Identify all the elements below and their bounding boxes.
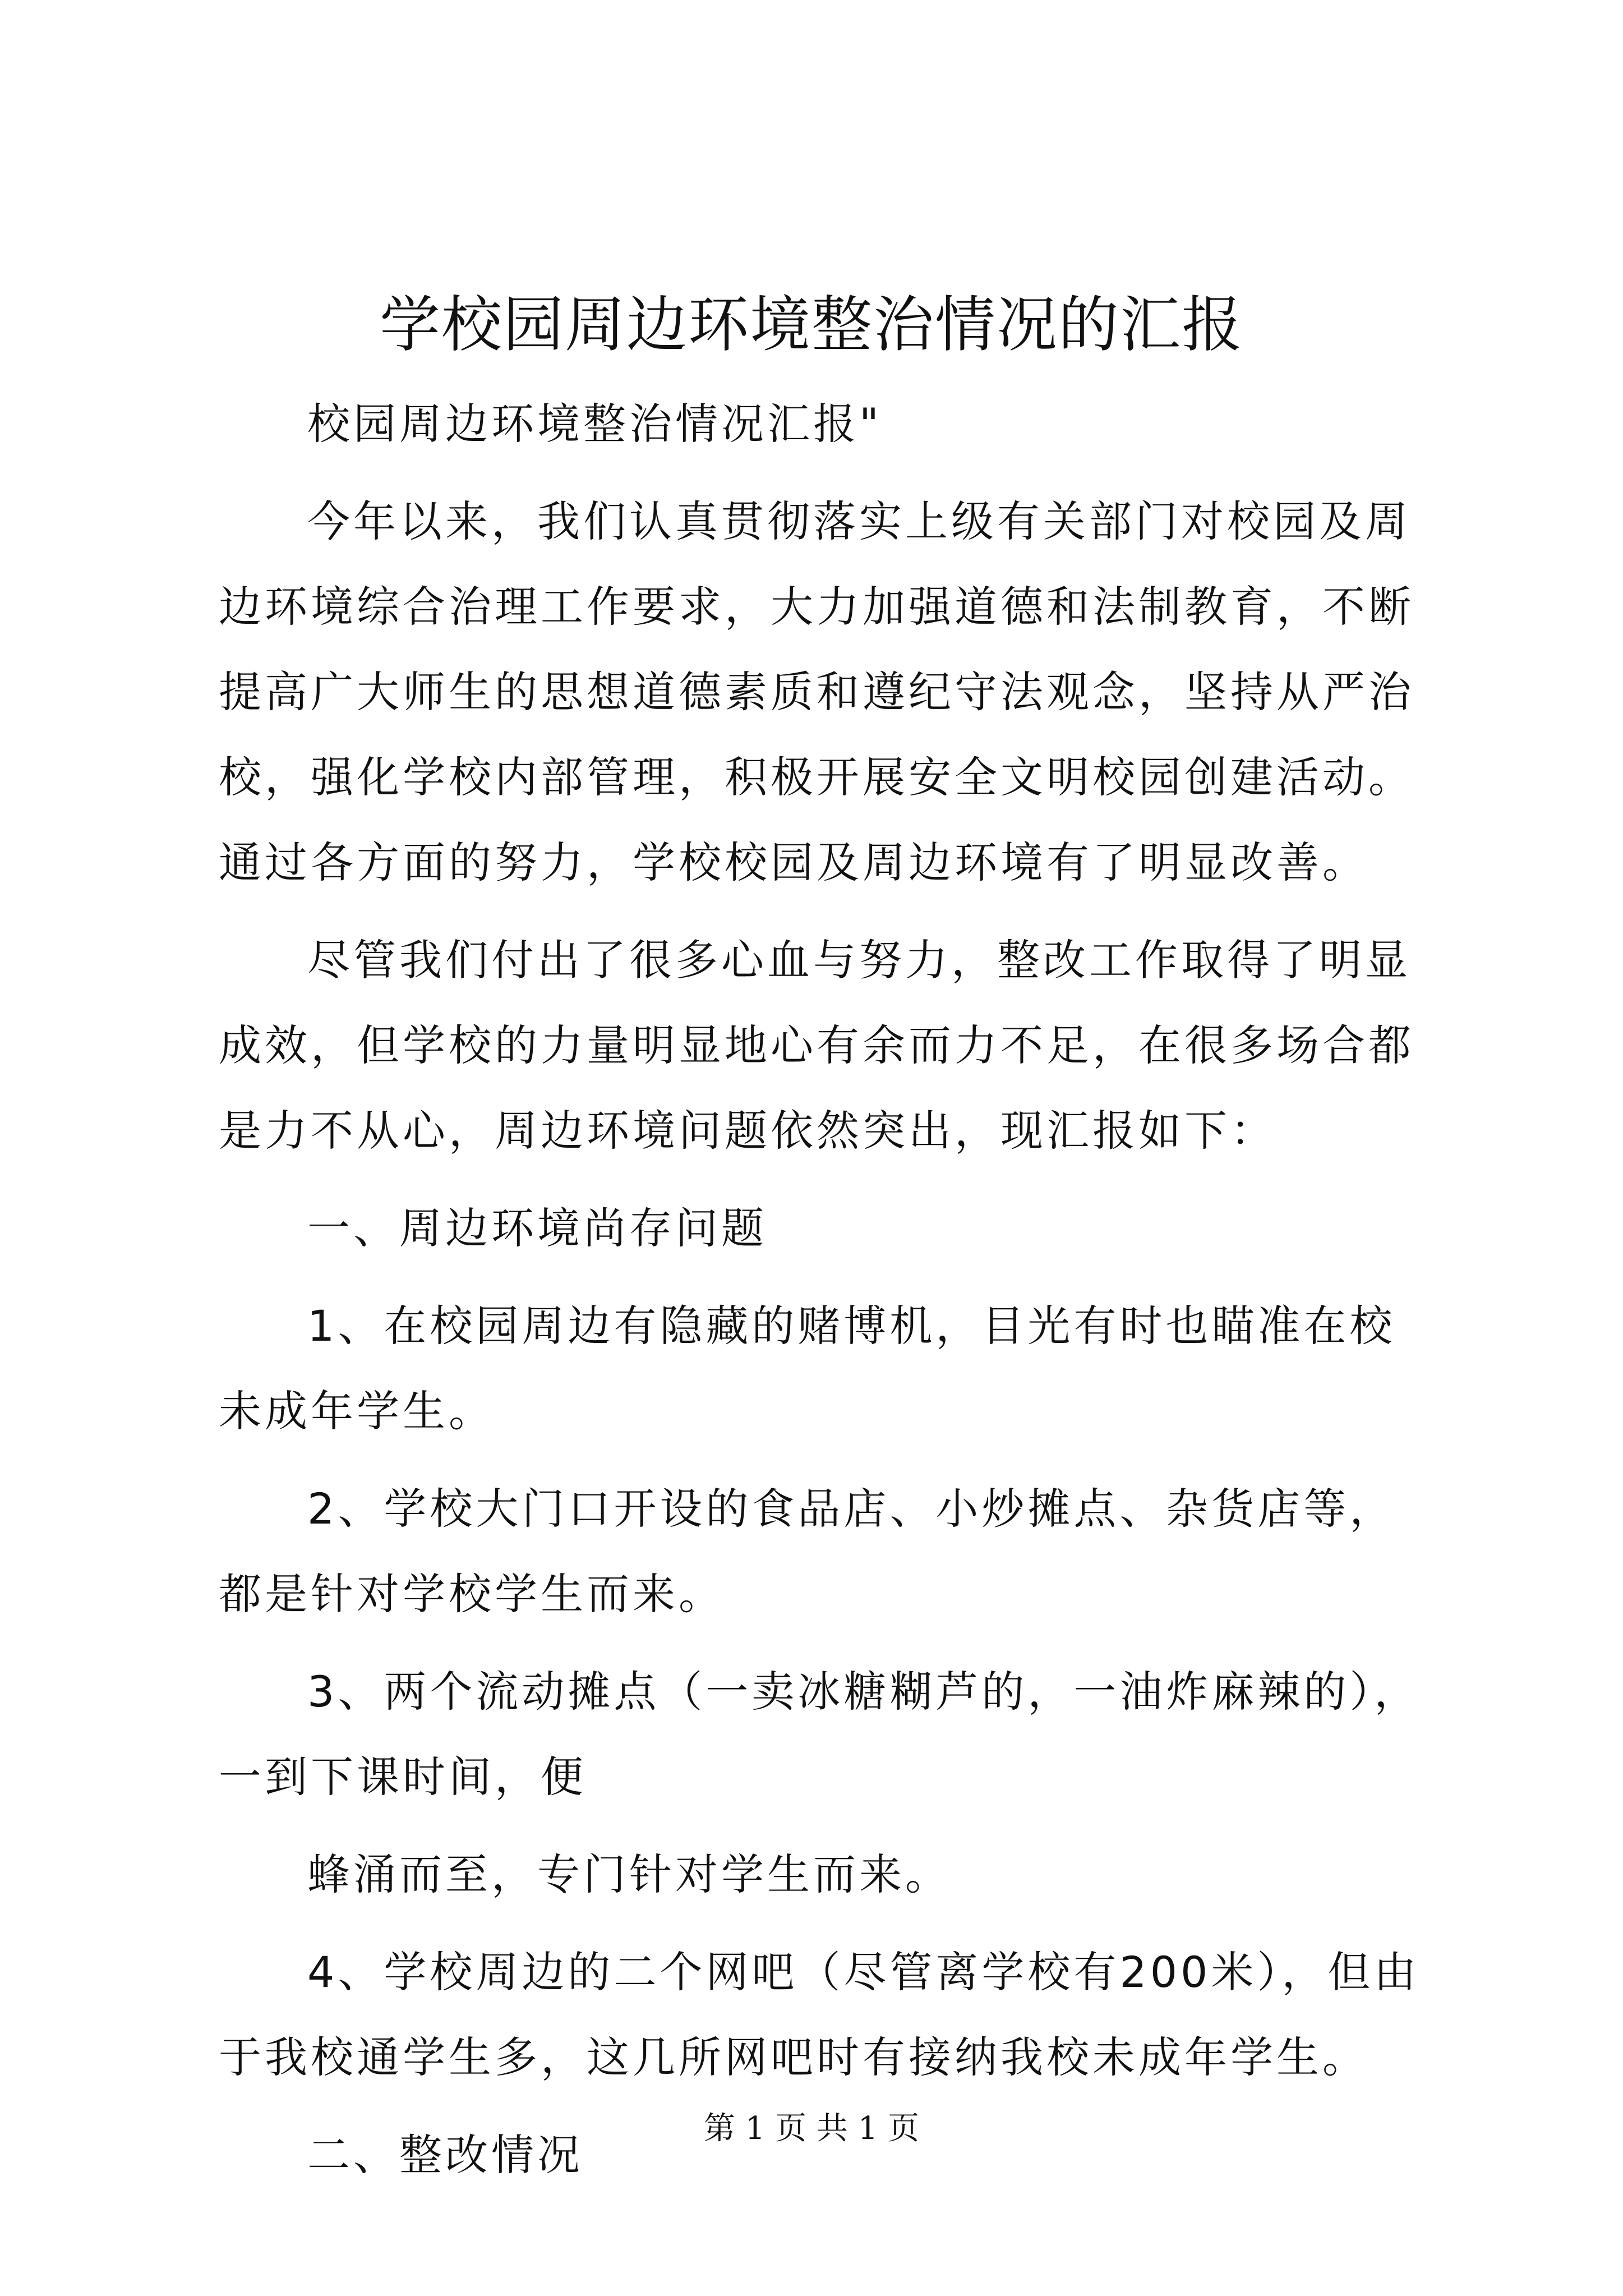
paragraph-subtitle: 校园周边环境整治情况汇报": [307, 399, 882, 449]
document-title: 学校园周边环境整治情况的汇报: [379, 290, 1243, 360]
list-item-2: 2、学校大门口开设的食品店、小炒摊点、杂货店等，都是针对学校学生而来。: [219, 1484, 1396, 1619]
document-body: [219, 381, 1430, 2210]
paragraph-summary: 尽管我们付出了很多心血与努力，整改工作取得了明显成效，但学校的力量明显地心有余而力不足，在很多场合都是力不从心，周边环境问题依然突出，现汇报如下：: [219, 935, 1414, 1156]
paragraph-intro: 今年以来，我们认真贯彻落实上级有关部门对校园及周边环境综合治理工作要求，大力加强道德和法制教育，不断提高广大师生的思想道德素质和遵纪守法观念，坚持从严治校，强化学校内部管理，积极开展安全文明校园创建活动。通过各方面的努力，学校校园及周边环境有了明显改善。: [219, 496, 1414, 887]
page-footer: 第 1 页 共 1 页: [703, 2110, 920, 2147]
list-item-4: 4、学校周边的二个网吧（尽管离学校有200米），但由于我校通学生多，这几所网吧时有接纳我校未成年学生。: [219, 1947, 1420, 2082]
section-heading-rectification: 二、整改情况: [307, 2130, 583, 2180]
list-item-3-continued: 蜂涌而至，专门针对学生而来。: [307, 1849, 951, 1899]
list-item-1: 1、在校园周边有隐藏的赌博机，目光有时也瞄准在校未成年学生。: [219, 1301, 1396, 1436]
section-heading-problems: 一、周边环境尚存问题: [307, 1203, 767, 1253]
list-item-3: 3、两个流动摊点（一卖冰糖糊芦的，一油炸麻辣的），一到下课时间，便: [219, 1667, 1421, 1802]
